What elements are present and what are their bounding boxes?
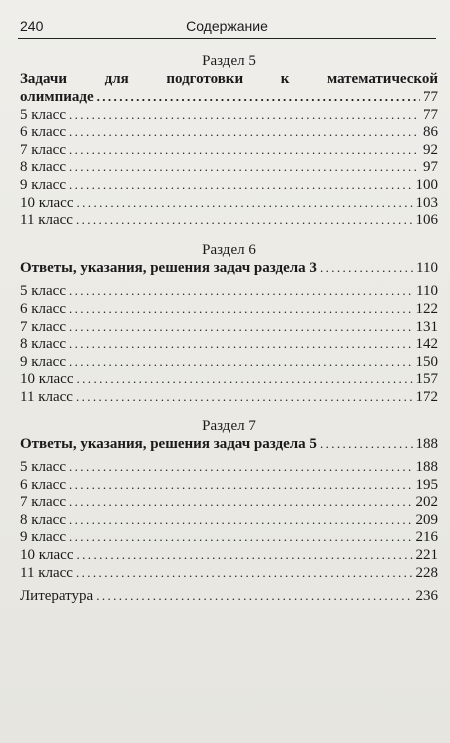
section-7	[20, 417, 438, 582]
page-ref: 77	[423, 89, 438, 105]
entry-label: Литература	[20, 588, 94, 605]
entry-label: 7 класс	[20, 494, 66, 511]
dot-leader	[77, 370, 413, 388]
page-ref: 172	[415, 388, 438, 405]
section-heading-entry	[20, 88, 438, 106]
page-ref: 131	[415, 318, 438, 335]
section-6	[20, 241, 438, 406]
page-ref: 106	[415, 212, 438, 229]
toc-entry	[20, 546, 438, 564]
section-heading-line: Задачи для подготовки к математической	[20, 71, 438, 87]
toc-entry	[20, 106, 438, 124]
dot-leader	[97, 88, 420, 106]
page-ref: 100	[415, 176, 438, 193]
dot-leader	[77, 546, 413, 564]
dot-leader	[76, 388, 413, 406]
toc-entry-literature	[20, 587, 438, 605]
toc-entry	[20, 300, 438, 318]
entry-label: 6 класс	[20, 300, 66, 317]
dot-leader	[69, 528, 413, 546]
dot-leader	[69, 123, 420, 141]
section-heading-entry	[20, 435, 438, 453]
toc-entry	[20, 318, 438, 336]
entry-label: 6 класс	[20, 476, 66, 493]
page-ref: 202	[415, 494, 438, 511]
dot-leader	[76, 564, 413, 582]
toc-entry	[20, 493, 438, 511]
dot-leader	[69, 458, 413, 476]
page-ref: 221	[415, 547, 438, 564]
section-title: Раздел 5	[202, 53, 256, 69]
toc-entry	[20, 141, 438, 159]
toc-entry	[20, 123, 438, 141]
toc-entry	[20, 528, 438, 546]
dot-leader	[69, 300, 413, 318]
section-heading-entry	[20, 259, 438, 277]
dot-leader	[69, 282, 413, 300]
page-ref: 110	[416, 259, 438, 276]
page-ref: 157	[415, 371, 438, 388]
toc-entry	[20, 458, 438, 476]
page-ref: 122	[415, 300, 438, 317]
section-heading-line: олимпиаде	[20, 89, 94, 105]
dot-leader	[69, 335, 413, 353]
entry-label: 8 класс	[20, 511, 66, 528]
section-title: Раздел 6	[202, 241, 256, 258]
page-ref: 216	[415, 529, 438, 546]
entry-label: 7 класс	[20, 318, 66, 335]
page-ref: 142	[415, 336, 438, 353]
toc-entry	[20, 353, 438, 371]
entry-label: 5 класс	[20, 459, 66, 476]
dot-leader	[69, 511, 413, 529]
page-ref: 195	[415, 476, 438, 493]
entry-label: 9 класс	[20, 353, 66, 370]
dot-leader	[69, 493, 413, 511]
toc-entry	[20, 211, 438, 229]
page-number: 240	[20, 18, 44, 34]
entry-label: 10 класс	[20, 371, 74, 388]
toc-entry	[20, 176, 438, 194]
page-ref: 188	[415, 435, 438, 452]
entry-label: 9 класс	[20, 176, 66, 193]
toc-entry	[20, 511, 438, 529]
table-of-contents	[20, 52, 438, 605]
entry-label: 5 класс	[20, 283, 66, 300]
dot-leader	[69, 353, 413, 371]
dot-leader	[69, 176, 413, 194]
toc-entry	[20, 388, 438, 406]
section-heading: Ответы, указания, решения задач раздела 3	[20, 259, 317, 276]
dot-leader	[96, 587, 412, 605]
page-ref: 150	[415, 353, 438, 370]
page-ref: 92	[423, 141, 438, 158]
toc-entry	[20, 194, 438, 212]
entry-label: 8 класс	[20, 159, 66, 176]
section-heading	[20, 70, 438, 106]
toc-entry	[20, 158, 438, 176]
dot-leader	[69, 106, 420, 124]
entry-label: 11 класс	[20, 212, 73, 229]
entry-label: 6 класс	[20, 124, 66, 141]
page-ref: 236	[415, 588, 438, 605]
entry-label: 10 класс	[20, 547, 74, 564]
toc-entry	[20, 282, 438, 300]
dot-leader	[69, 318, 413, 336]
entry-label: 9 класс	[20, 529, 66, 546]
running-title: Содержание	[186, 18, 268, 34]
dot-leader	[69, 476, 413, 494]
dot-leader	[320, 435, 413, 453]
page-ref: 228	[415, 564, 438, 581]
page-ref: 86	[423, 124, 438, 141]
toc-entry	[20, 335, 438, 353]
page-ref: 77	[423, 106, 438, 123]
entry-label: 10 класс	[20, 194, 74, 211]
running-header	[18, 16, 436, 39]
dot-leader	[77, 194, 413, 212]
toc-entry	[20, 564, 438, 582]
dot-leader	[76, 211, 413, 229]
dot-leader	[69, 141, 420, 159]
page-ref: 188	[415, 459, 438, 476]
page-ref: 110	[416, 283, 438, 300]
section-title: Раздел 7	[202, 417, 256, 434]
entry-label: 5 класс	[20, 106, 66, 123]
section-5	[20, 52, 438, 229]
dot-leader	[320, 259, 413, 277]
toc-entry	[20, 370, 438, 388]
toc-entry	[20, 476, 438, 494]
entry-label: 7 класс	[20, 141, 66, 158]
page-ref: 209	[415, 511, 438, 528]
entry-label: 11 класс	[20, 388, 73, 405]
dot-leader	[69, 158, 420, 176]
section-heading: Ответы, указания, решения задач раздела 5	[20, 435, 317, 452]
page-ref: 97	[423, 159, 438, 176]
entry-label: 8 класс	[20, 336, 66, 353]
page-ref: 103	[415, 194, 438, 211]
entry-label: 11 класс	[20, 564, 73, 581]
